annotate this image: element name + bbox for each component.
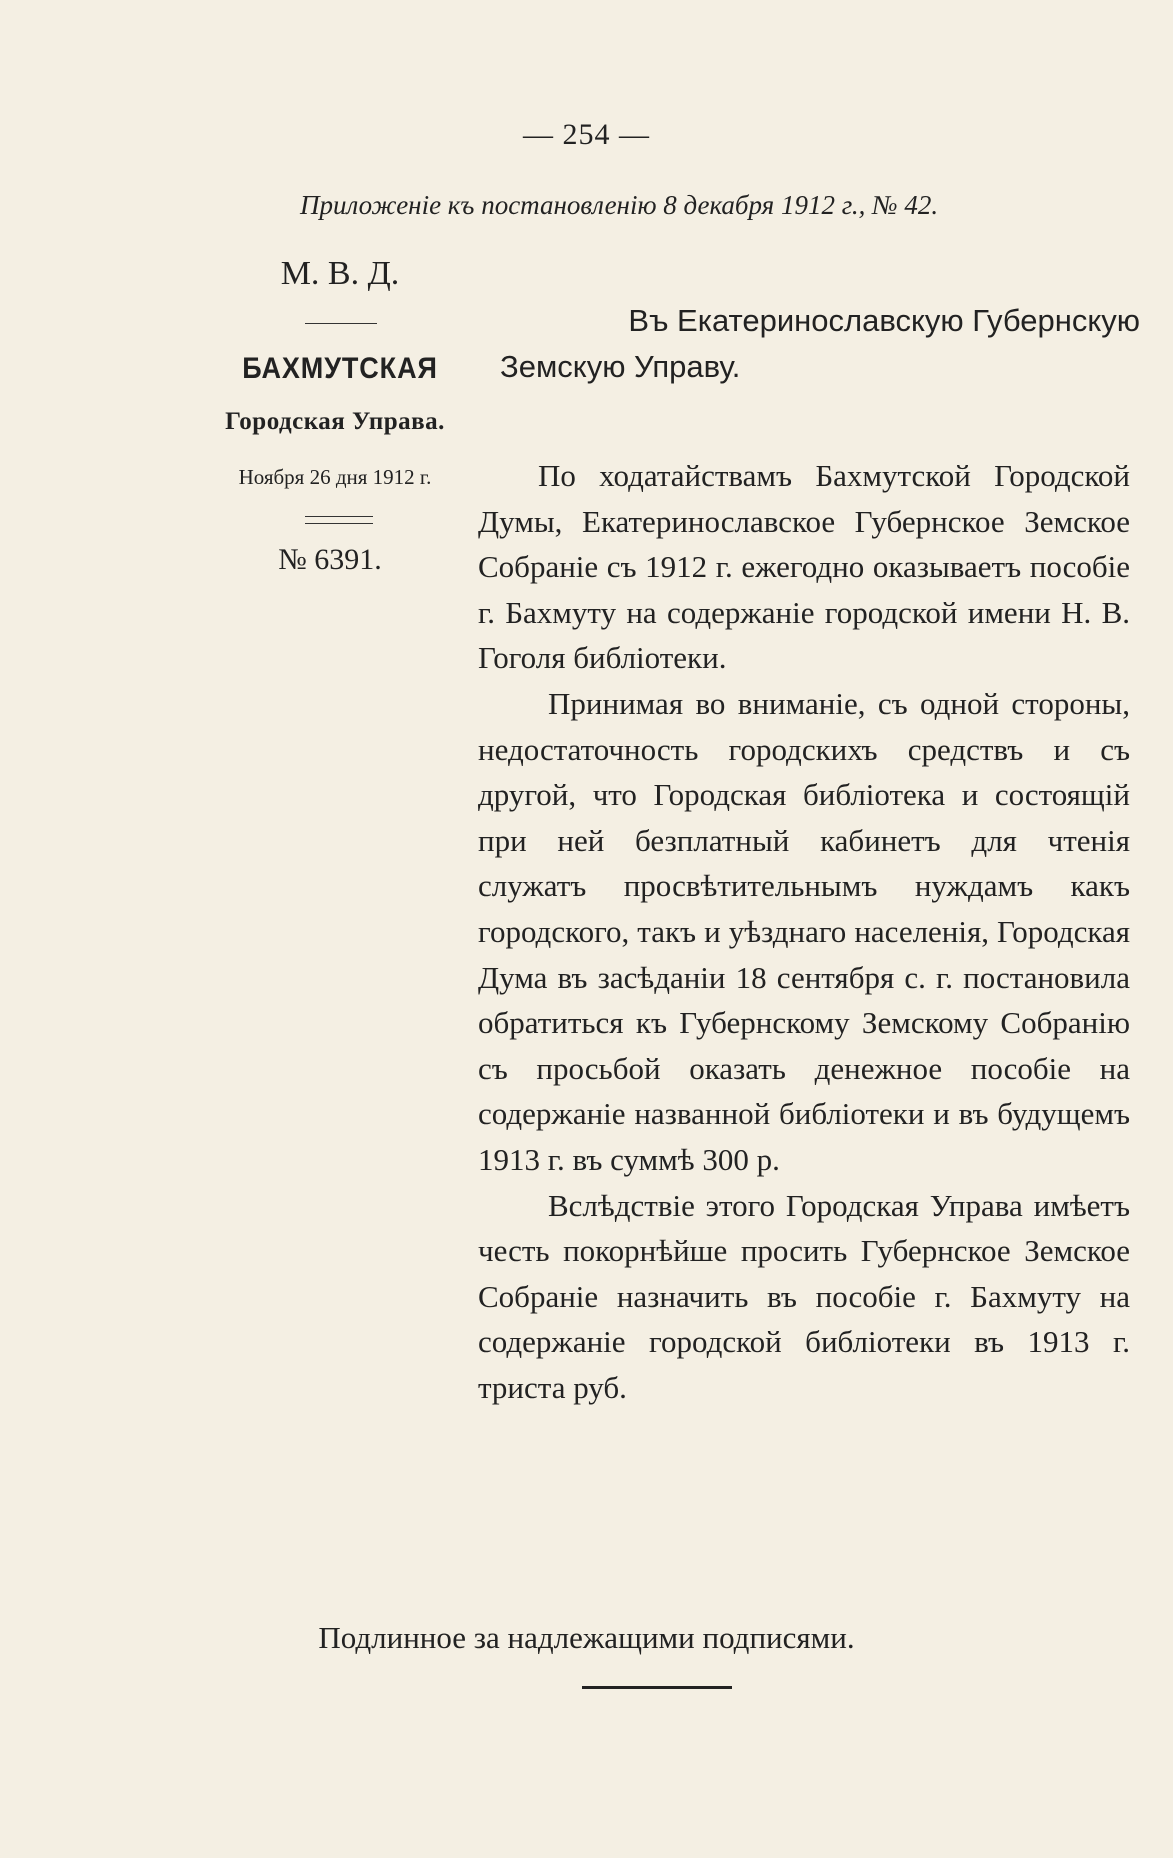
addressee-line-1: Въ Екатеринославскую Губернскую: [628, 303, 1140, 338]
letter-date: Ноября 26 дня 1912 г.: [238, 465, 432, 489]
body-paragraph-2: Принимая во вниманіе, съ одной стороны, недостаточность городскихъ средствъ и съ другой, что Городская библіотека и состоящій при ней безплатный кабинетъ для чтенія служатъ просвѣтительнымъ нуждамъ какъ городского, такъ и уѣзднаго населенія, Городская Дума въ засѣданіи 18 сентября с. г. постановила обратиться къ Губернскому Земскому Собранію съ просьбой оказать денежное пособіе на содержаніе названной библіотеки и въ будущемъ 1913 г. въ суммѣ 300 р.: [478, 685, 1130, 1177]
divider-double-bottom: [305, 523, 373, 524]
original-signatures-note: Подлинное за надлежащими подписями.: [318, 1620, 855, 1655]
divider-short: [305, 323, 377, 324]
document-number: № 6391.: [278, 543, 382, 576]
ministry-label: М. В. Д.: [280, 255, 400, 292]
city-name: БАХМУТСКАЯ: [242, 352, 438, 385]
divider-double-top: [305, 516, 373, 517]
council-name: Городская Управа.: [225, 408, 445, 435]
letter-body: [478, 453, 1130, 1410]
addressee-line-2: Земскую Управу.: [500, 349, 741, 384]
appendix-note: Приложеніе къ постановленію 8 декабря 1912 г., № 42.: [300, 190, 939, 220]
body-paragraph-3: Вслѣдствіе этого Городская Управа имѣетъ честь покорнѣйше просить Губернское Земское Собраніе назначить въ пособіе г. Бахмуту на содержаніе городской библіотеки въ 1913 г. триста руб.: [478, 1187, 1130, 1405]
page-number: — 254 —: [523, 118, 650, 151]
addressee: [500, 298, 1140, 390]
body-paragraph-1: По ходатайствамъ Бахмутской Городской Думы, Екатеринославское Губернское Земское Собраніе съ 1912 г. ежегодно оказываетъ пособіе г. Бахмуту на содержаніе городской имени Н. В. Гоголя библіотеки.: [478, 458, 1130, 676]
end-rule: [582, 1686, 732, 1689]
